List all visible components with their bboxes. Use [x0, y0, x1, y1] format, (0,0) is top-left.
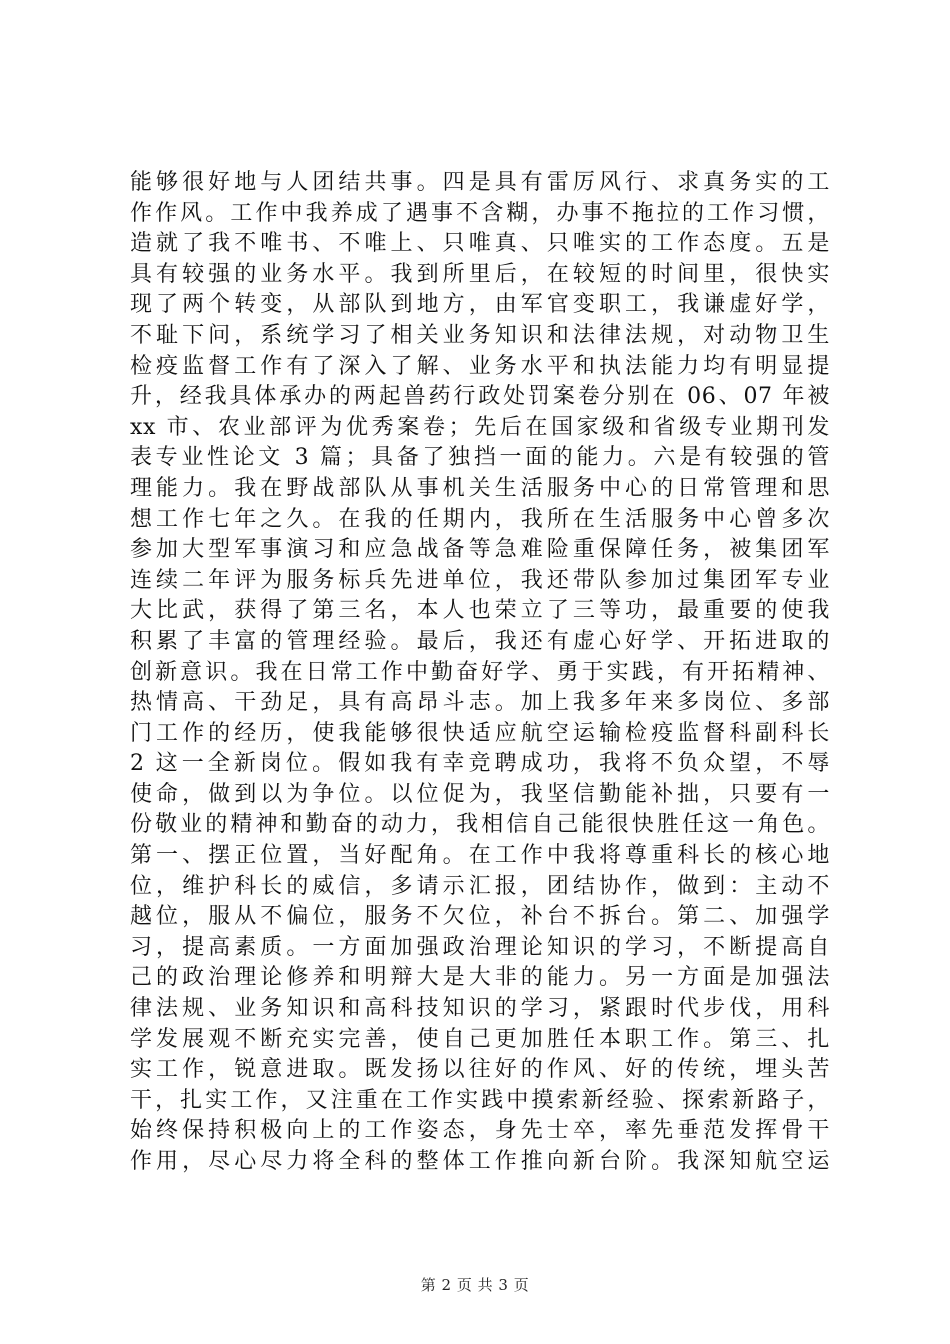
text-line: 现了两个转变，从部队到地方，由军官变职工，我谦虚好学， — [130, 292, 830, 318]
text-line: 2 这一全新岗位。假如我有幸竞聘成功，我将不负众望，不辱 — [130, 751, 830, 777]
text-line: 份敬业的精神和勤奋的动力，我相信自己能很快胜任这一角色。 — [130, 812, 830, 838]
text-line: 具有较强的业务水平。我到所里后，在较短的时间里，很快实 — [130, 261, 830, 287]
text-line: xx 市、农业部评为优秀案卷；先后在国家级和省级专业期刊发 — [130, 414, 830, 440]
text-line: 升，经我具体承办的两起兽药行政处罚案卷分别在 06、07 年被 — [130, 384, 830, 410]
text-line: 理能力。我在野战部队从事机关生活服务中心的日常管理和思 — [130, 475, 830, 501]
text-line: 学发展观不断充实完善，使自己更加胜任本职工作。第三、扎 — [130, 1026, 830, 1052]
text-line: 位，维护科长的威信，多请示汇报，团结协作，做到：主动不 — [130, 873, 830, 899]
text-line: 热情高、干劲足，具有高昂斗志。加上我多年来多岗位、多部 — [130, 690, 830, 716]
body-paragraph — [130, 168, 830, 1178]
text-line: 越位，服从不偏位，服务不欠位，补台不拆台。第二、加强学 — [130, 904, 830, 930]
text-line: 参加大型军事演习和应急战备等急难险重保障任务，被集团军 — [130, 537, 830, 563]
text-line: 作作风。工作中我养成了遇事不含糊，办事不拖拉的工作习惯， — [130, 200, 830, 226]
text-line: 第一、摆正位置，当好配角。在工作中我将尊重科长的核心地 — [130, 843, 830, 869]
text-line: 想工作七年之久。在我的任期内，我所在生活服务中心曾多次 — [130, 506, 830, 532]
text-line: 表专业性论文 3 篇；具备了独挡一面的能力。六是有较强的管 — [130, 445, 830, 471]
text-line: 造就了我不唯书、不唯上、只唯真、只唯实的工作态度。五是 — [130, 231, 830, 257]
text-line: 积累了丰富的管理经验。最后，我还有虚心好学、开拓进取的 — [130, 628, 830, 654]
text-line: 实工作，锐意进取。既发扬以往好的作风、好的传统，埋头苦 — [130, 1057, 830, 1083]
text-line: 大比武，获得了第三名，本人也荣立了三等功，最重要的使我 — [130, 598, 830, 624]
text-line: 使命，做到以为争位。以位促为，我坚信勤能补拙，只要有一 — [130, 781, 830, 807]
text-line: 连续二年评为服务标兵先进单位，我还带队参加过集团军专业 — [130, 567, 830, 593]
text-line: 创新意识。我在日常工作中勤奋好学、勇于实践，有开拓精神、 — [130, 659, 830, 685]
text-line: 不耻下问，系统学习了相关业务知识和法律法规，对动物卫生 — [130, 322, 830, 348]
text-line: 检疫监督工作有了深入了解、业务水平和执法能力均有明显提 — [130, 353, 830, 379]
text-line: 能够很好地与人团结共事。四是具有雷厉风行、求真务实的工 — [130, 170, 830, 195]
text-line: 己的政治理论修养和明辩大是大非的能力。另一方面是加强法 — [130, 965, 830, 991]
page-footer: 第 2 页 共 3 页 — [420, 1276, 530, 1294]
text-line: 始终保持积极向上的工作姿态，身先士卒，率先垂范发挥骨干 — [130, 1118, 830, 1144]
text-line: 律法规、业务知识和高科技知识的学习，紧跟时代步伐，用科 — [130, 996, 830, 1022]
text-line: 习，提高素质。一方面加强政治理论知识的学习，不断提高自 — [130, 934, 830, 960]
text-line: 干，扎实工作，又注重在工作实践中摸索新经验、探索新路子， — [130, 1087, 830, 1113]
text-line: 作用，尽心尽力将全科的整体工作推向新台阶。我深知航空运 — [130, 1149, 830, 1174]
text-line: 门工作的经历，使我能够很快适应航空运输检疫监督科副科长 — [130, 720, 830, 746]
